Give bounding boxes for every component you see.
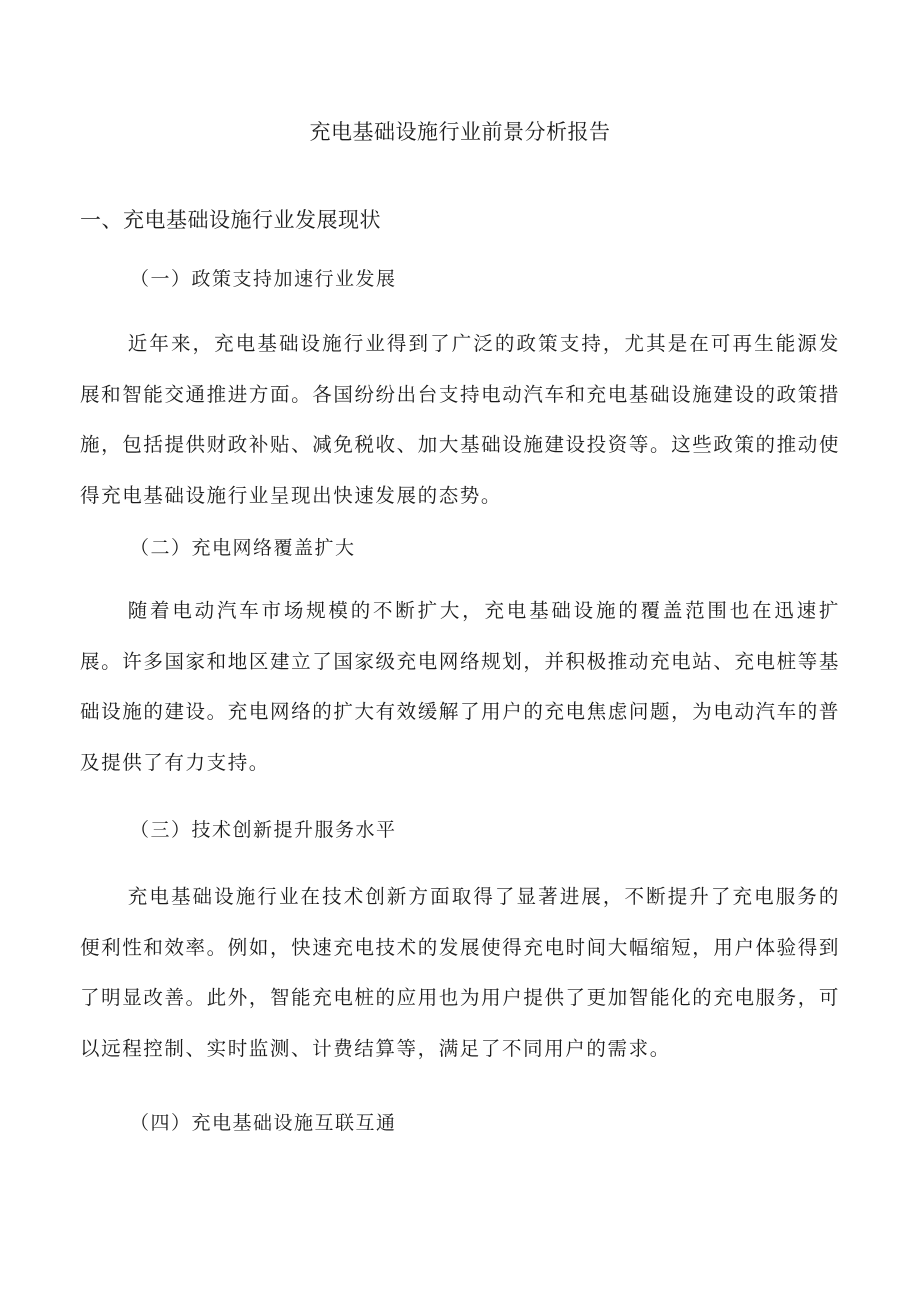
subsection-heading-interconnection: （四）充电基础设施互联互通 [130, 1112, 397, 1134]
document-title: 充电基础设施行业前景分析报告 [309, 120, 611, 144]
subsection-heading-policy-support: （一）政策支持加速行业发展 [130, 268, 397, 290]
section-heading-development-status: 一、充电基础设施行业发展现状 [80, 208, 381, 232]
paragraph-policy-support: 近年来，充电基础设施行业得到了广泛的政策支持，尤其是在可再生能源发展和智能交通推进方面。各国纷纷出台支持电动汽车和充电基础设施建设的政策措施，包括提供财政补贴、减免税收、加大基础设施建设投资等。这些政策的推动使得充电基础设施行业呈现出快速发展的态势。 [80, 332, 840, 507]
subsection-heading-network-coverage: （二）充电网络覆盖扩大 [130, 537, 356, 559]
paragraph-tech-innovation: 充电基础设施行业在技术创新方面取得了显著进展，不断提升了充电服务的便利性和效率。例如，快速充电技术的发展使得充电时间大幅缩短，用户体验得到了明显改善。此外，智能充电桩的应用也为用户提供了更加智能化的充电服务，可以远程控制、实时监测、计费结算等，满足了不同用户的需求。 [80, 885, 840, 1060]
paragraph-network-coverage: 随着电动汽车市场规模的不断扩大，充电基础设施的覆盖范围也在迅速扩展。许多国家和地区建立了国家级充电网络规划，并积极推动充电站、充电桩等基础设施的建设。充电网络的扩大有效缓解了用户的充电焦虑问题，为电动汽车的普及提供了有力支持。 [80, 599, 840, 774]
subsection-heading-tech-innovation: （三）技术创新提升服务水平 [130, 819, 397, 841]
